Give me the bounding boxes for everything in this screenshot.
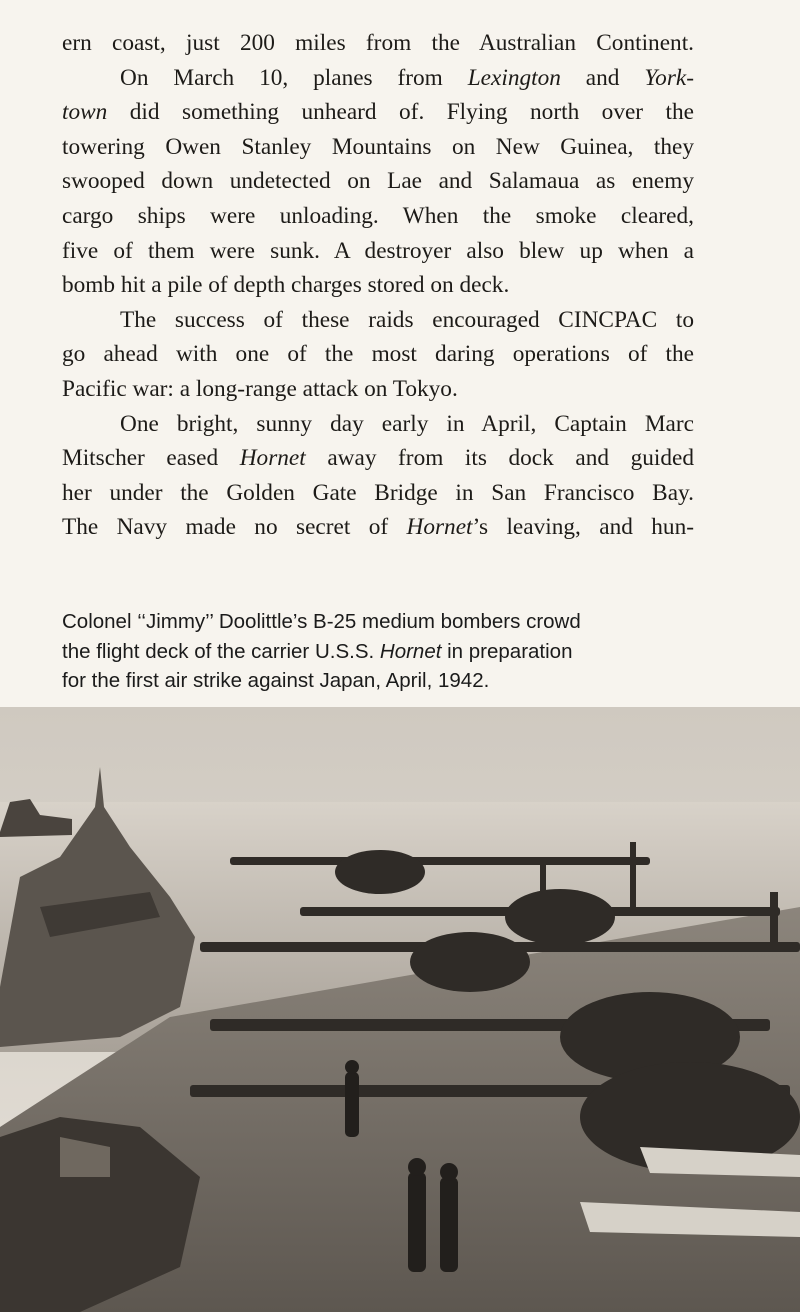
- text-line: The Navy made no secret of Hornet’s leaving, and hun-: [62, 514, 694, 541]
- text-line: Pacific war: a long-range attack on Tokyo.: [62, 375, 458, 402]
- text-line: On March 10, planes from Lexington and York-: [120, 64, 694, 91]
- bombers-on-deck-photo: [0, 707, 800, 1312]
- ship-name-lexington: Lexington: [467, 64, 561, 91]
- text-line: The success of these raids encouraged CINCPAC to: [120, 306, 694, 333]
- ship-name-hornet: Hornet: [239, 445, 306, 472]
- photo-caption: [62, 607, 702, 696]
- caption-line: the flight deck of the carrier U.S.S. Hornet in preparation: [62, 639, 573, 663]
- text-line: go ahead with one of the most daring operations of the: [62, 341, 694, 368]
- text-line: ern coast, just 200 miles from the Australian Continent.: [62, 30, 694, 56]
- text-line: Mitscher eased Hornet away from its dock and guided: [62, 445, 694, 472]
- text-line: towering Owen Stanley Mountains on New Guinea, they: [62, 133, 694, 160]
- photograph-hornet-flight-deck: [0, 707, 800, 1312]
- ship-name-yorktown: York-: [644, 64, 694, 91]
- text-line: her under the Golden Gate Bridge in San Francisco Bay.: [62, 479, 694, 506]
- body-text: [62, 26, 694, 545]
- caption-line: for the first air strike against Japan, April, 1942.: [62, 669, 490, 692]
- ship-name-hornet: Hornet: [406, 514, 473, 541]
- text-line: town did something unheard of. Flying north over the: [62, 99, 694, 126]
- text-line: five of them were sunk. A destroyer also blew up when a: [62, 237, 694, 264]
- caption-line: Colonel ‘‘Jimmy’’ Doolittle’s B-25 medium bombers crowd: [62, 610, 581, 633]
- text-line: bomb hit a pile of depth charges stored on deck.: [62, 272, 510, 299]
- text-line: swooped down undetected on Lae and Salamaua as enemy: [62, 168, 694, 195]
- text-line: One bright, sunny day early in April, Captain Marc: [120, 410, 694, 437]
- text-line: cargo ships were unloading. When the smoke cleared,: [62, 202, 694, 229]
